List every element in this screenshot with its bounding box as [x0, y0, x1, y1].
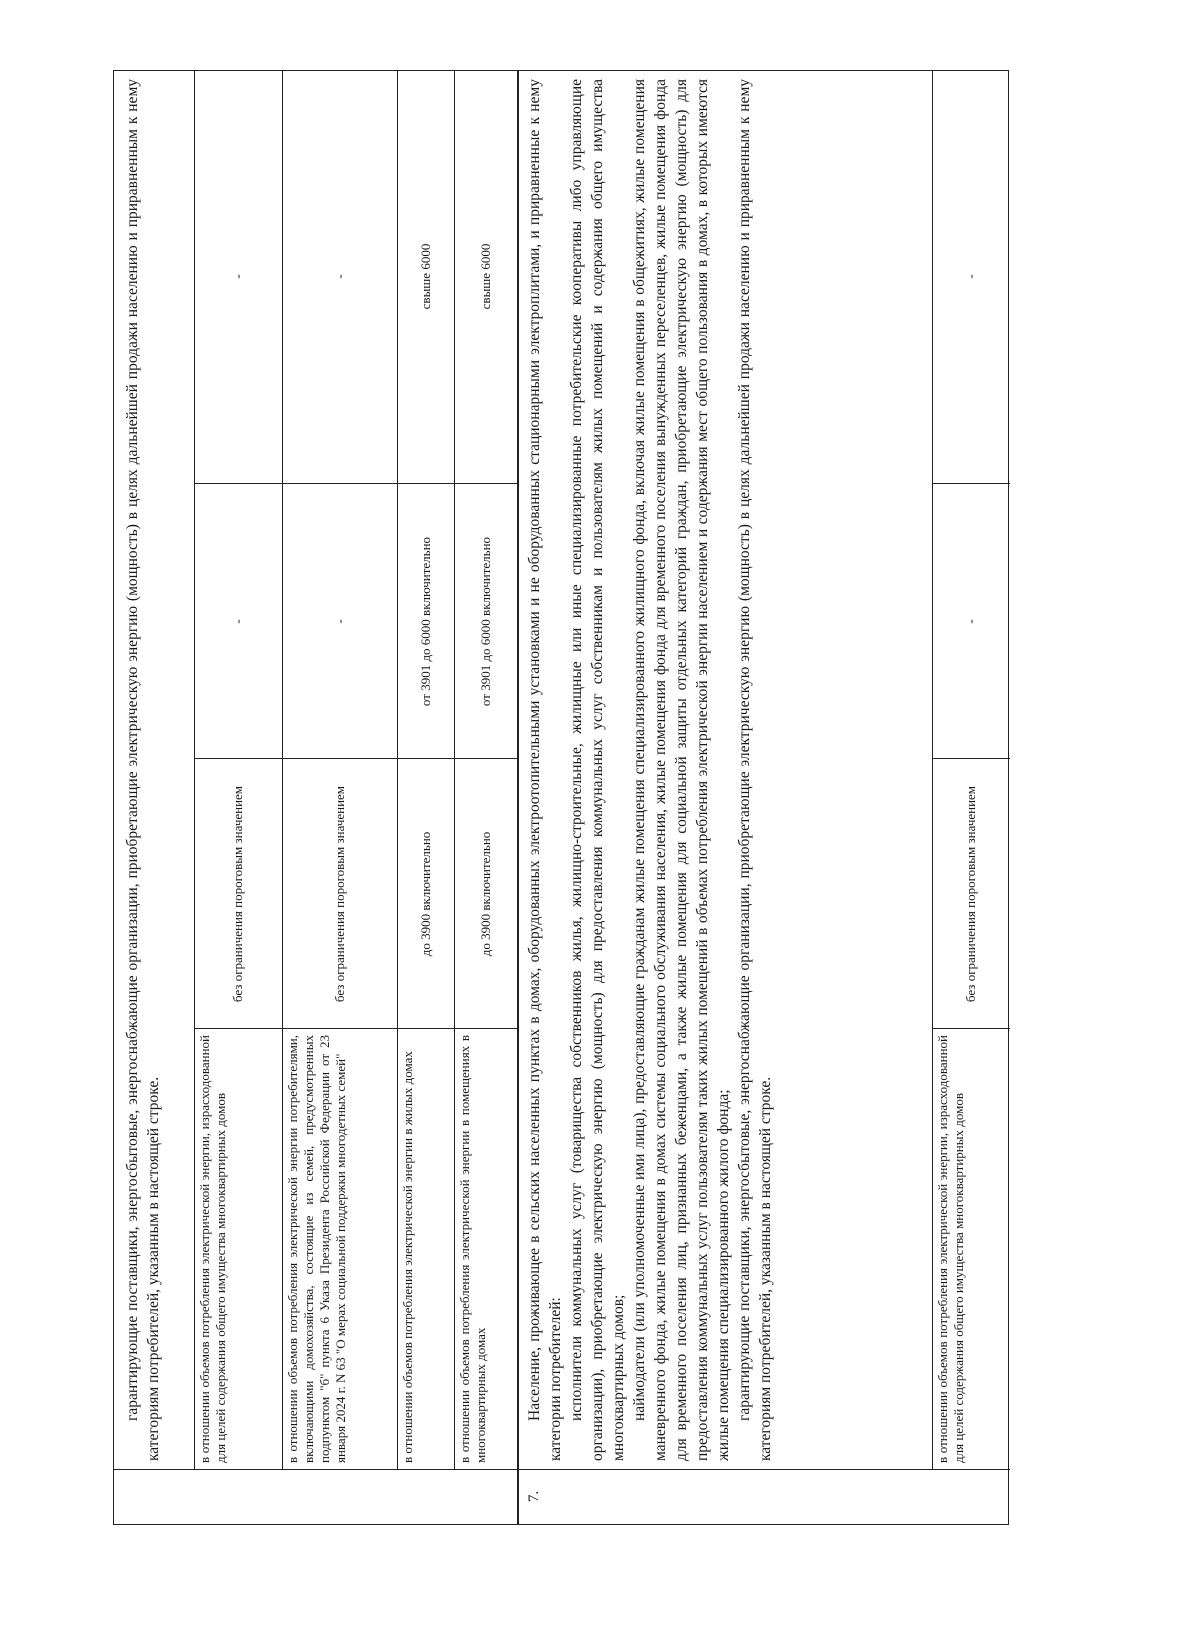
value-tier1: до 3900 включительно	[477, 831, 493, 957]
value-tier1: до 3900 включительно	[417, 831, 433, 957]
value-tier2: от 3901 до 6000 включительно	[477, 536, 493, 707]
row-desc: в отношении объемов потребления электрической энергии потребителями, включающими домохозяйства, состоящие из семей, предусмотренных подпунктом "б" пункта 6 Указа Президента Российской Федерации от 23 января 2024 г. N 63 "О мерах социальной поддержки многодетных семей"	[285, 1035, 348, 1463]
section-b-text	[524, 71, 932, 1469]
row-number: 7.	[526, 1490, 542, 1503]
value-tier1: без ограничения пороговым значением	[230, 785, 245, 1003]
paragraph: исполнители коммунальных услуг (товарищества собственников жилья, жилищно-строительные, жилищные или иные специализированные потребительские кооперативы либо управляющие организации), приобретающие электрическую энергию (мощность) для предоставления коммунальных услуг собственникам и пользователям жилых помещений и содержания общего имущества многоквартирных домов;	[568, 79, 627, 1461]
paragraph: Население, проживающее в сельских населенных пунктах в домах, оборудованных электроотопительными установками и не оборудованных стационарными электроплитами, и приравненные к нему категории потребителей:	[526, 79, 564, 1461]
row-desc: в отношении объемов потребления электрической энергии в жилых домах	[400, 1051, 415, 1463]
number-column	[114, 1469, 1010, 1524]
value-tier3: -	[963, 274, 978, 279]
value-tier3: свыше 6000	[417, 243, 433, 310]
paragraph: наймодатели (или уполномоченные ими лица), предоставляющие гражданам жилые помещения специализированного жилищного фонда, включая жилые помещения в общежитиях, жилые помещения маневренного фонда, жилые помещения в домах системы социального обслуживания населения, жилые помещения фонда для временного поселения вынужденных переселенцев, жилые помещения фонда для временного поселения лиц, признанных беженцами, а также жилые помещения для социальной защиты отдельных категорий граждан, приобретающие электрическую энергию (мощность) для предоставления коммунальных услуг пользователям таких жилых помещений в объемах потребления электрической энергии населением и содержания мест общего пользования в домах, в которых имеются жилые помещения специализированного жилого фонда;	[631, 79, 732, 1461]
tariff-table	[113, 70, 1009, 1525]
value-tier3: -	[331, 274, 347, 279]
paragraph: гарантирующие поставщики, энергосбытовые, энергоснабжающие организации, приобретающие электрическую энергию (мощность) в целях дальнейшей продажи населению и приравненным к нему категориям потребителей, указанным в настоящей строке.	[736, 79, 774, 1461]
section-divider	[517, 71, 519, 1524]
value-tier2: -	[331, 619, 347, 624]
value-tier3: -	[230, 274, 245, 279]
value-tier2: от 3901 до 6000 включительно	[417, 536, 433, 707]
value-tier2: -	[230, 619, 245, 624]
section-a-intro	[122, 71, 194, 1469]
intro-text: гарантирующие поставщики, энергосбытовые, энергоснабжающие организации, приобретающие электрическую энергию (мощность) в целях дальнейшей продажи населению и приравненным к нему категориям потребителей, указанным в настоящей строке.	[124, 79, 162, 1461]
value-tier3: свыше 6000	[477, 243, 493, 310]
row-desc: в отношении объемов потребления электрической энергии, израсходованной для целей содержания общего имущества многоквартирных домов	[197, 1035, 228, 1463]
row-desc: в отношении объемов потребления электрической энергии, израсходованной для целей содержания общего имущества многоквартирных домов	[935, 1035, 966, 1463]
row-desc: в отношении объемов потребления электрической энергии в помещениях в многоквартирных домах	[457, 1035, 488, 1463]
value-tier1: без ограничения пороговым значением	[331, 785, 347, 1003]
value-tier1: без ограничения пороговым значением	[963, 785, 978, 1003]
value-tier2: -	[963, 619, 978, 624]
